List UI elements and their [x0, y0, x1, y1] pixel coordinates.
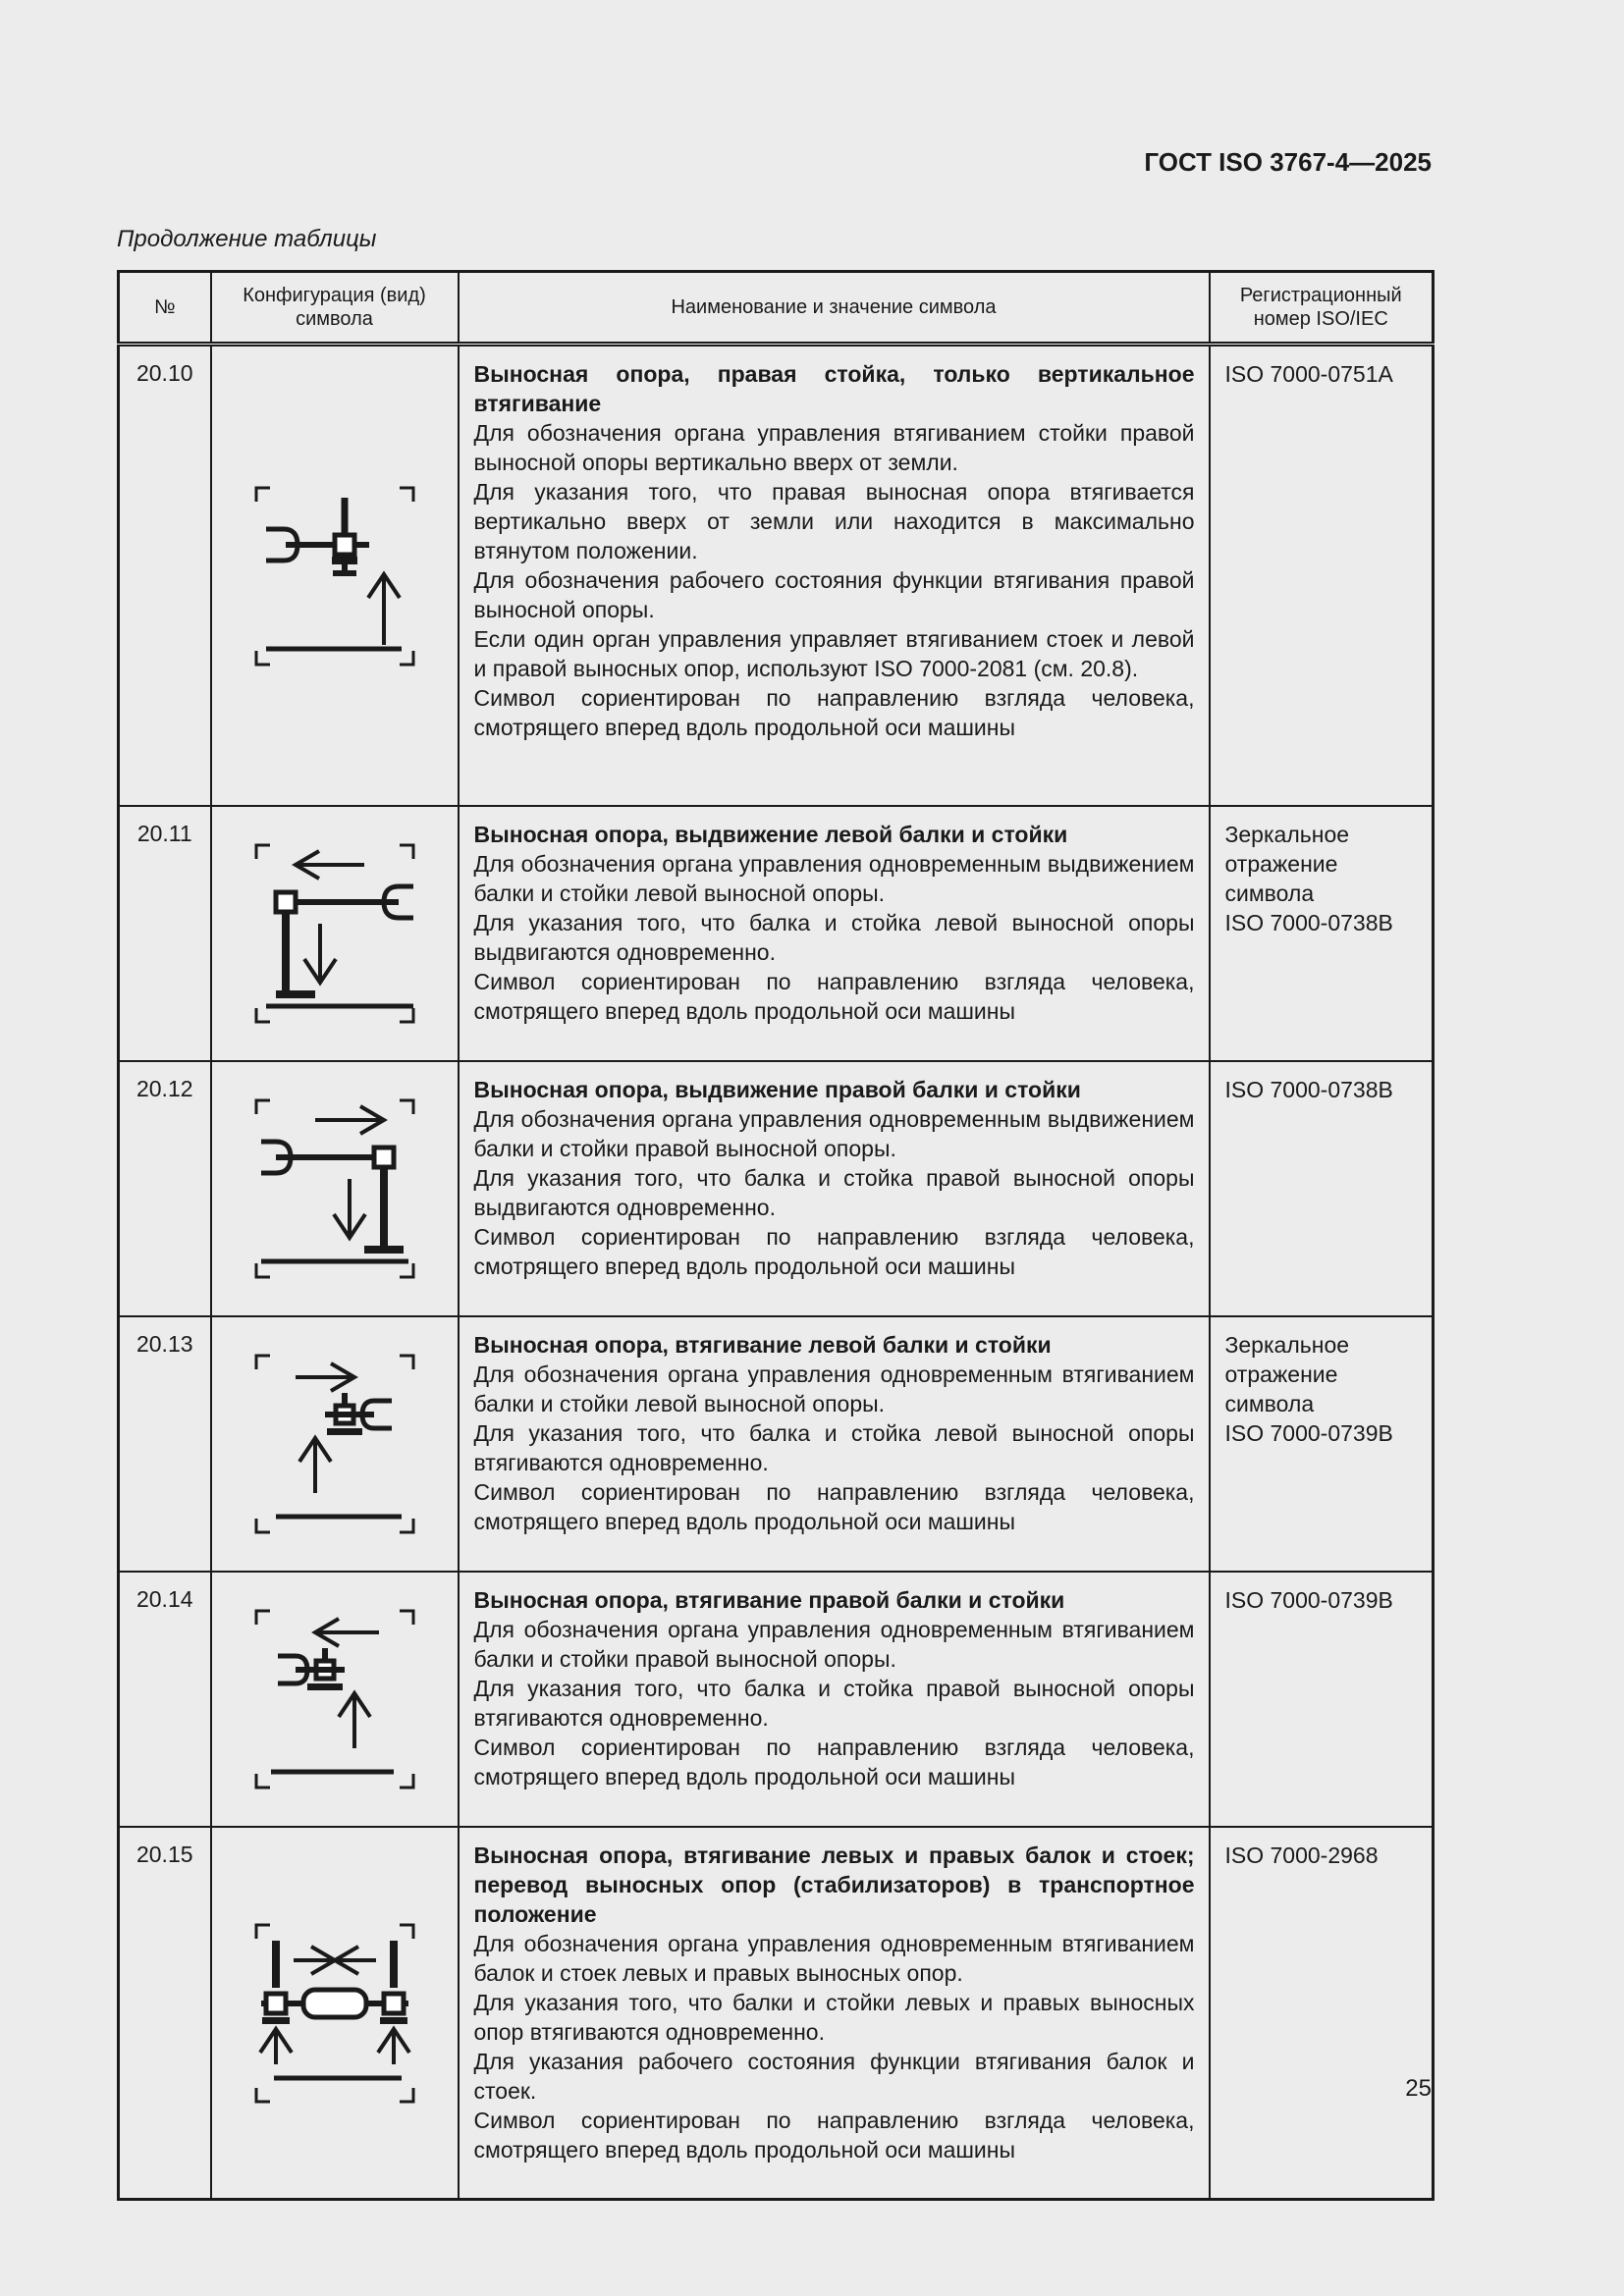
outrigger-left-beam-leg-extend-icon [212, 807, 458, 1060]
symbol-frame-corners [256, 1611, 413, 1788]
row-registration-number [1210, 806, 1434, 1061]
symbol-title: Выносная опора, выдвижение левой балки и стойки [473, 822, 1068, 847]
row-description [459, 806, 1210, 1061]
description-line: Для обозначения органа управления одновременным втягиванием балки и стойки правой выносной опоры. [473, 1617, 1195, 1672]
table-row [119, 345, 1434, 807]
description-line: Для указания рабочего состояния функции втягивания балок и стоек. [473, 2049, 1195, 2104]
description-line: Символ сориентирован по направлению взгляда человека, смотрящего вперед вдоль продольной оси машины [473, 1735, 1195, 1789]
row-number: 20.11 [119, 806, 211, 1061]
row-symbol-cell [211, 1827, 459, 2200]
registration-line: отражение [1224, 851, 1338, 877]
symbol-title: Выносная опора, втягивание левых и правых балок и стоек; перевод выносных опор (стабилизаторов) в транспортное положение [473, 1842, 1195, 1927]
description-line: Символ сориентирован по направлению взгляда человека, смотрящего вперед вдоль продольной оси машины [473, 1479, 1195, 1534]
registration-line: ISO 7000-0739B [1224, 1587, 1393, 1613]
row-description [459, 1572, 1210, 1827]
row-description [459, 345, 1210, 807]
table-row [119, 1316, 1434, 1572]
registration-line: Зеркальное [1224, 822, 1350, 847]
table-continued-caption: Продолжение таблицы [117, 226, 377, 252]
table-row [119, 1827, 1434, 2200]
row-registration-number [1210, 1316, 1434, 1572]
description-line: Для указания того, что балка и стойка левой выносной опоры выдвигаются одновременно. [473, 910, 1195, 965]
row-number: 20.10 [119, 345, 211, 807]
registration-line: ISO 7000-0738B [1224, 910, 1393, 935]
description-line: Символ сориентирован по направлению взгляда человека, смотрящего вперед вдоль продольной оси машины [473, 1224, 1195, 1279]
row-description [459, 1316, 1210, 1572]
header-reg: Регистрационный номер ISO/IEC [1210, 272, 1434, 345]
registration-line: ISO 7000-0739B [1224, 1420, 1393, 1446]
symbols-table [117, 270, 1435, 2201]
outriggers-both-retract-transport-icon [212, 1828, 458, 2198]
outrigger-right-leg-retract-vertical-icon [212, 347, 458, 805]
symbol-title: Выносная опора, втягивание правой балки и стойки [473, 1587, 1065, 1613]
symbol-frame-corners [256, 1356, 413, 1532]
registration-line: Зеркальное [1224, 1332, 1350, 1358]
row-number: 20.15 [119, 1827, 211, 2200]
description-line: Символ сориентирован по направлению взгляда человека, смотрящего вперед вдоль продольной оси машины [473, 685, 1195, 740]
description-line: Для обозначения рабочего состояния функции втягивания правой выносной опоры. [473, 567, 1195, 622]
registration-line: символа [1224, 1391, 1315, 1416]
header-num: № [119, 272, 211, 345]
description-line: Если один орган управления управляет втягиванием стоек и левой и правой выносных опор, используют ISO 7000-2081 (см. 20.8). [473, 626, 1195, 681]
description-line: Для обозначения органа управления одновременным выдвижением балки и стойки правой выносной опоры. [473, 1106, 1195, 1161]
table-row [119, 1572, 1434, 1827]
document-code: ГОСТ ISO 3767-4—2025 [1144, 147, 1432, 177]
registration-line: ISO 7000-0751A [1224, 361, 1393, 387]
row-number: 20.12 [119, 1061, 211, 1316]
row-symbol-cell [211, 1572, 459, 1827]
row-description [459, 1827, 1210, 2200]
row-number: 20.13 [119, 1316, 211, 1572]
description-line: Символ сориентирован по направлению взгляда человека, смотрящего вперед вдоль продольной оси машины [473, 969, 1195, 1024]
registration-line: ISO 7000-0738B [1224, 1077, 1393, 1102]
symbol-title: Выносная опора, правая стойка, только вертикальное втягивание [473, 361, 1195, 416]
row-registration-number [1210, 345, 1434, 807]
row-symbol-cell [211, 1316, 459, 1572]
description-line: Для обозначения органа управления одновременным выдвижением балки и стойки левой выносной опоры. [473, 851, 1195, 906]
description-line: Для указания того, что балка и стойка правой выносной опоры выдвигаются одновременно. [473, 1165, 1195, 1220]
description-line: Для обозначения органа управления одновременным втягиванием балок и стоек левых и правых выносных опор. [473, 1931, 1195, 1986]
page-number: 25 [1405, 2075, 1432, 2102]
header-description: Наименование и значение символа [459, 272, 1210, 345]
description-line: Для указания того, что балки и стойки левых и правых выносных опор втягиваются одновременно. [473, 1990, 1195, 2045]
row-registration-number [1210, 1061, 1434, 1316]
row-description [459, 1061, 1210, 1316]
symbol-title: Выносная опора, втягивание левой балки и стойки [473, 1332, 1052, 1358]
registration-line: ISO 7000-2968 [1224, 1842, 1379, 1868]
description-line: Для указания того, что балка и стойка правой выносной опоры втягиваются одновременно. [473, 1676, 1195, 1731]
outrigger-left-beam-leg-retract-icon [212, 1317, 458, 1571]
row-symbol-cell [211, 1061, 459, 1316]
row-registration-number [1210, 1572, 1434, 1827]
table-header-row [119, 272, 1434, 345]
table-row [119, 806, 1434, 1061]
row-number: 20.14 [119, 1572, 211, 1827]
table-row [119, 1061, 1434, 1316]
description-line: Для указания того, что балка и стойка левой выносной опоры втягиваются одновременно. [473, 1420, 1195, 1475]
registration-line: символа [1224, 881, 1315, 906]
row-symbol-cell [211, 345, 459, 807]
description-line: Для обозначения органа управления одновременным втягиванием балки и стойки левой выносной опоры. [473, 1362, 1195, 1416]
row-symbol-cell [211, 806, 459, 1061]
registration-line: отражение [1224, 1362, 1338, 1387]
row-registration-number [1210, 1827, 1434, 2200]
header-symbol: Конфигурация (вид) символа [211, 272, 459, 345]
symbol-title: Выносная опора, выдвижение правой балки и стойки [473, 1077, 1081, 1102]
description-line: Символ сориентирован по направлению взгляда человека, смотрящего вперед вдоль продольной оси машины [473, 2108, 1195, 2163]
outrigger-right-beam-leg-extend-icon [212, 1062, 458, 1315]
outrigger-right-beam-leg-retract-icon [212, 1573, 458, 1826]
description-line: Для обозначения органа управления втягиванием стойки правой выносной опоры вертикально вверх от земли. [473, 420, 1195, 475]
description-line: Для указания того, что правая выносная опора втягивается вертикально вверх от земли или находится в максимально втянутом положении. [473, 479, 1195, 563]
